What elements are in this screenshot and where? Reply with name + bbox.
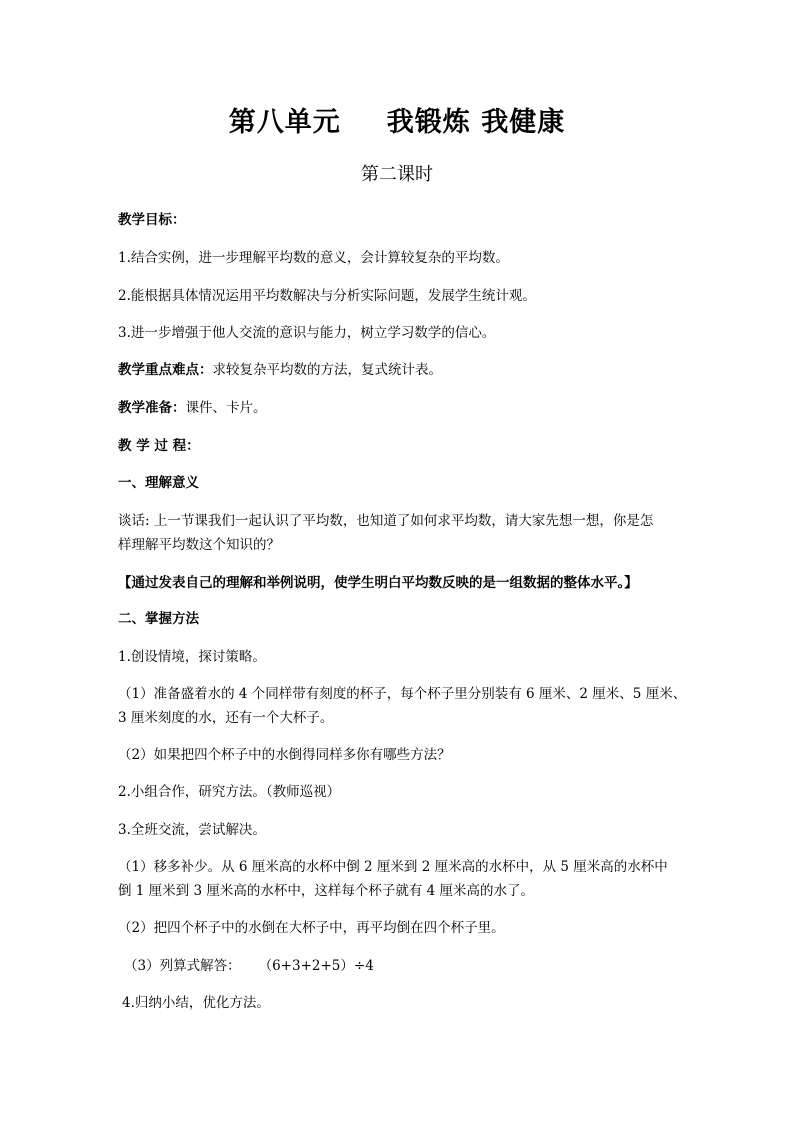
section1-heading: 一、理解意义 bbox=[118, 475, 199, 491]
unit-title: 第八单元 bbox=[228, 107, 341, 138]
section2-step-item bbox=[124, 954, 684, 978]
formula: （6+3+2+5）÷4 bbox=[258, 958, 374, 974]
objectives-heading: 教学目标： bbox=[118, 212, 186, 228]
objective-item: 1.结合实例，进一步理解平均数的意义，会计算较复杂的平均数。 bbox=[118, 250, 509, 266]
process-heading: 教 学 过 程： bbox=[118, 438, 200, 454]
key-points-label: 教学重点难点： bbox=[118, 362, 213, 378]
section2-step: 1.创设情境，探讨策略。 bbox=[118, 649, 266, 665]
section2-step-item: 3 厘米刻度的水，还有一个大杯子。 bbox=[118, 710, 334, 726]
objective-item: 2.能根据具体情况运用平均数解决与分析实际问题，发展学生统计观。 bbox=[118, 288, 536, 304]
preparation bbox=[118, 396, 678, 420]
preparation-text: 课件、卡片。 bbox=[185, 400, 267, 416]
section2-step-item: 倒 1 厘米到 3 厘米高的水杯中，这样每个杯子就有 4 厘米高的水了。 bbox=[118, 883, 535, 899]
section1-talk-line: 谈话: 上一节课我们一起认识了平均数，也知道了如何求平均数，请大家先想一想，你是怎 bbox=[118, 513, 654, 529]
section2-step: 4.归纳小结，优化方法。 bbox=[122, 995, 270, 1011]
theme-title: 我锻炼 我健康 bbox=[386, 107, 566, 138]
page-title bbox=[0, 100, 794, 139]
formula-label: （3）列算式解答： bbox=[124, 958, 241, 974]
section1-talk-line: 样理解平均数这个知识的？ bbox=[118, 537, 280, 553]
key-points bbox=[118, 358, 678, 382]
section2-step-item: （1）移多补少。从 6 厘米高的水杯中倒 2 厘米到 2 厘米高的水杯中，从 5 厘米高的水杯中 bbox=[118, 859, 668, 875]
objective-item: 3.进一步增强于他人交流的意识与能力，树立学习数学的信心。 bbox=[118, 325, 496, 341]
section1-note: 【通过发表自己的理解和举例说明，使学生明白平均数反映的是一组数据的整体水平。】 bbox=[118, 575, 638, 591]
preparation-label: 教学准备： bbox=[118, 400, 186, 416]
section2-step: 3.全班交流，尝试解决。 bbox=[118, 822, 266, 838]
lesson-subtitle: 第二课时 bbox=[361, 164, 433, 185]
section2-step: 2.小组合作，研究方法。（教师巡视） bbox=[118, 784, 341, 800]
section2-step-item: （2）把四个杯子中的水倒在大杯子中，再平均倒在四个杯子里。 bbox=[118, 920, 505, 936]
section2-step-item: （2）如果把四个杯子中的水倒得同样多你有哪些方法？ bbox=[118, 747, 451, 763]
key-points-text: 求较复杂平均数的方法，复式统计表。 bbox=[212, 362, 442, 378]
section2-step-item: （1）准备盛着水的 4 个同样带有刻度的杯子，每个杯子里分别装有 6 厘米、2 厘米、5 厘米、 bbox=[118, 686, 687, 702]
section2-heading: 二、掌握方法 bbox=[118, 611, 199, 627]
